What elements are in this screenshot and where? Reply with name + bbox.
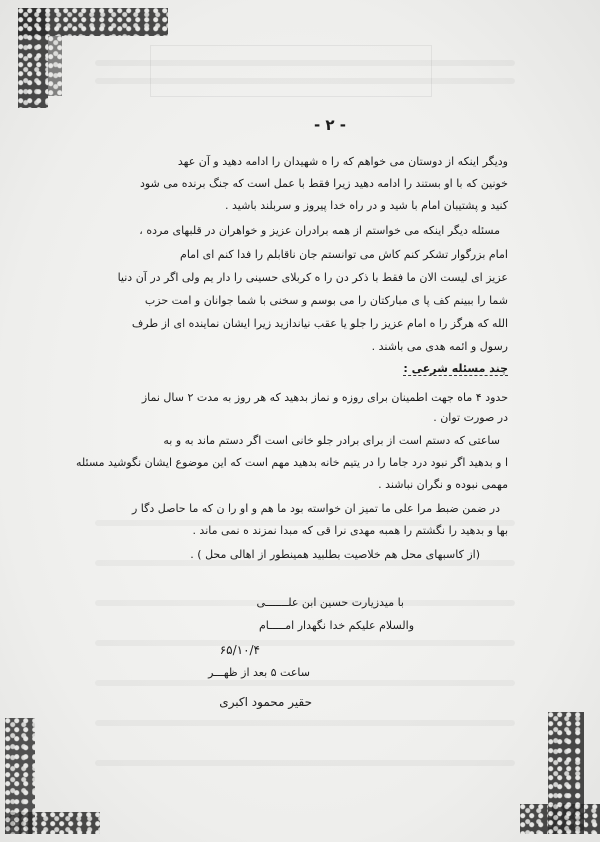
ornament-bottom-right-icon bbox=[548, 712, 584, 834]
bleed-through-line bbox=[95, 60, 515, 66]
text-line: شما را ببینم کف پا ی مبارکتان را می بوسم و سخنی با شما جوانان و امت حزب bbox=[144, 294, 508, 307]
closing-line: ساعت ۵ بعد از ظهـــر bbox=[208, 666, 310, 679]
closing-line: والسلام علیکم خدا نگهدار امـــــام bbox=[258, 619, 414, 632]
text-line: امام بزرگوار تشکر کنم کاش می توانستم جان ناقابلم را فدا کنم ای امام bbox=[180, 248, 508, 261]
signature-name: حقیر محمود اکبری bbox=[219, 695, 312, 709]
text-line: ساعتی که دستم است از برای برادر جلو خانی است اگر دستم ماند به و به bbox=[163, 434, 500, 447]
closing-date: ۶۵/۱۰/۴ bbox=[219, 643, 260, 657]
bleed-through-line bbox=[95, 640, 515, 646]
text-line: عزیز ای لیست الان ما فقط با ذکر دن را ه کربلای حسینی را دار یم ولی اگر در آن دنیا bbox=[117, 271, 508, 284]
text-line: الله که هرگز را ه امام عزیز را جلو یا عقب نیاندازید زیرا ایشان نماینده ای از طرف bbox=[131, 317, 508, 330]
text-line: مسئله دیگر اینکه می خواستم از همه برادران عزیز و خواهران در قلبهای مرده ، bbox=[139, 224, 500, 237]
text-line: در ضمن ضبط مرا علی ما تمیز ان خواسته بود ما هم و او را ن که ما حاصل دگا ر bbox=[131, 502, 500, 515]
bleed-through-line bbox=[95, 760, 515, 766]
text-line: ودیگر اینکه از دوستان می خواهم که را ه شهیدان را ادامه دهید و آن عهد bbox=[177, 155, 508, 168]
text-line: کنید و پشتیبان امام با شید و در راه خدا پیروز و سربلند باشید . bbox=[225, 199, 508, 212]
ornament-top-left-icon bbox=[48, 36, 62, 96]
text-line: ا و بدهید اگر نبود درد جاما را در یتیم خانه بدهید مهم است که این موضوع ایشان نگوشید مسئله bbox=[76, 456, 508, 469]
text-line: در صورت توان . bbox=[433, 411, 508, 424]
text-line: مهمی نبوده و نگران نباشند . bbox=[378, 478, 508, 491]
bleed-through-line bbox=[95, 78, 515, 84]
page-number: - ۲ - bbox=[313, 116, 347, 134]
ornament-bottom-left-icon bbox=[5, 718, 35, 834]
bleed-through-box bbox=[150, 45, 432, 97]
bleed-through-line bbox=[95, 720, 515, 726]
text-line: خونین که با او بستند را ادامه دهید زیرا فقط با عمل است که جنگ برنده می شود bbox=[139, 177, 508, 190]
text-line: بها و بدهید را نگشتم را همبه مهدی نرا قی که مبدا نمزند ه نمی ماند . bbox=[192, 524, 508, 537]
text-line: (از کاسبهای محل هم خلاصیت بطلبید همینطور از اهالی محل ) . bbox=[190, 548, 480, 561]
text-line: حدود ۴ ماه جهت اطمینان برای روزه و نماز بدهید که هر روز به مدت ۲ سال نماز bbox=[141, 391, 508, 404]
text-line: رسول و ائمه هدی می باشند . bbox=[371, 340, 508, 353]
section-heading-text: چند مسئله شرعی : bbox=[403, 362, 508, 375]
ornament-top-left-icon bbox=[18, 8, 48, 108]
section-heading bbox=[403, 362, 508, 375]
bleed-through-line bbox=[95, 680, 515, 686]
closing-line: با میدزیارت حسین ابن علـــــــی bbox=[256, 596, 404, 609]
